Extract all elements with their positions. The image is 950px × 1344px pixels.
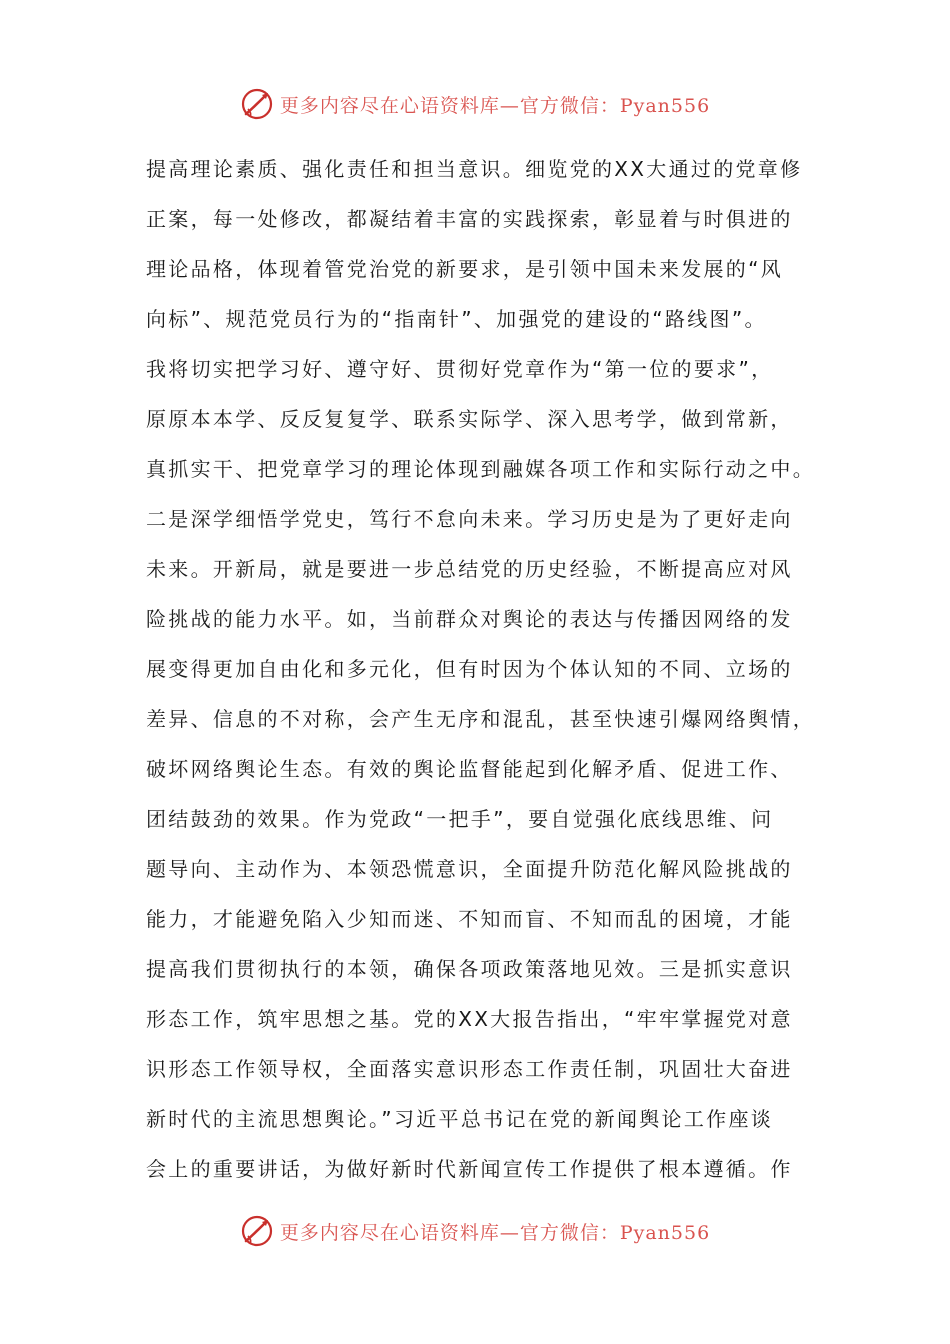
text-line: 我将切实把学习好、遵守好、贯彻好党章作为“第一位的要求”， [146,357,774,381]
text-line: 破坏网络舆论生态。有效的舆论监督能起到化解矛盾、促进工作、 [146,757,793,781]
text-line: 展变得更加自由化和多元化，但有时因为个体认知的不同、立场的 [146,657,793,681]
header-watermark [0,84,950,124]
text-line: 团结鼓劲的效果。作为党政“一把手”，要自觉强化底线思维、问 [146,807,774,831]
footer-watermark [0,1211,950,1251]
text-line: 会上的重要讲话，为做好新时代新闻宣传工作提供了根本遵循。作 [146,1157,793,1181]
text-line: 正案，每一处修改，都凝结着丰富的实践探索，彰显着与时俱进的 [146,207,793,231]
text-line: 题导向、主动作为、本领恐慌意识，全面提升防范化解风险挑战的 [146,857,793,881]
watermark-text: 更多内容尽在心语资料库—官方微信：Pyan556 [279,1221,711,1244]
text-line: 提高我们贯彻执行的本领，确保各项政策落地见效。三是抓实意识 [146,957,793,981]
text-line: 向标”、规范党员行为的“指南针”、加强党的建设的“路线图”。 [146,307,767,331]
text-line: 差异、信息的不对称，会产生无序和混乱，甚至快速引爆网络舆情， [146,707,815,731]
text-line: 能力，才能避免陷入少知而迷、不知而盲、不知而乱的困境，才能 [146,907,793,931]
body-paragraph [146,144,826,1194]
text-line: 提高理论素质、强化责任和担当意识。细览党的XX大通过的党章修 [146,157,803,181]
text-line: 真抓实干、把党章学习的理论体现到融媒各项工作和实际行动之中。 [146,457,815,481]
text-line: 理论品格，体现着管党治党的新要求，是引领中国未来发展的“风 [146,257,784,281]
pen-logo-icon [240,87,274,121]
text-line: 原原本本学、反反复复学、联系实际学、深入思考学，做到常新， [146,407,793,431]
text-line: 新时代的主流思想舆论。”习近平总书记在党的新闻舆论工作座谈 [146,1107,774,1131]
text-line: 险挑战的能力水平。如，当前群众对舆论的表达与传播因网络的发 [146,607,793,631]
text-line: 识形态工作领导权，全面落实意识形态工作责任制，巩固壮大奋进 [146,1057,793,1081]
text-line: 形态工作，筑牢思想之基。党的XX大报告指出，“牢牢掌握党对意 [146,1007,793,1031]
text-line: 未来。开新局，就是要进一步总结党的历史经验，不断提高应对风 [146,557,793,581]
watermark-text: 更多内容尽在心语资料库—官方微信：Pyan556 [279,94,711,117]
pen-logo-icon [240,1214,274,1248]
text-line: 二是深学细悟学党史，笃行不怠向未来。学习历史是为了更好走向 [146,507,793,531]
